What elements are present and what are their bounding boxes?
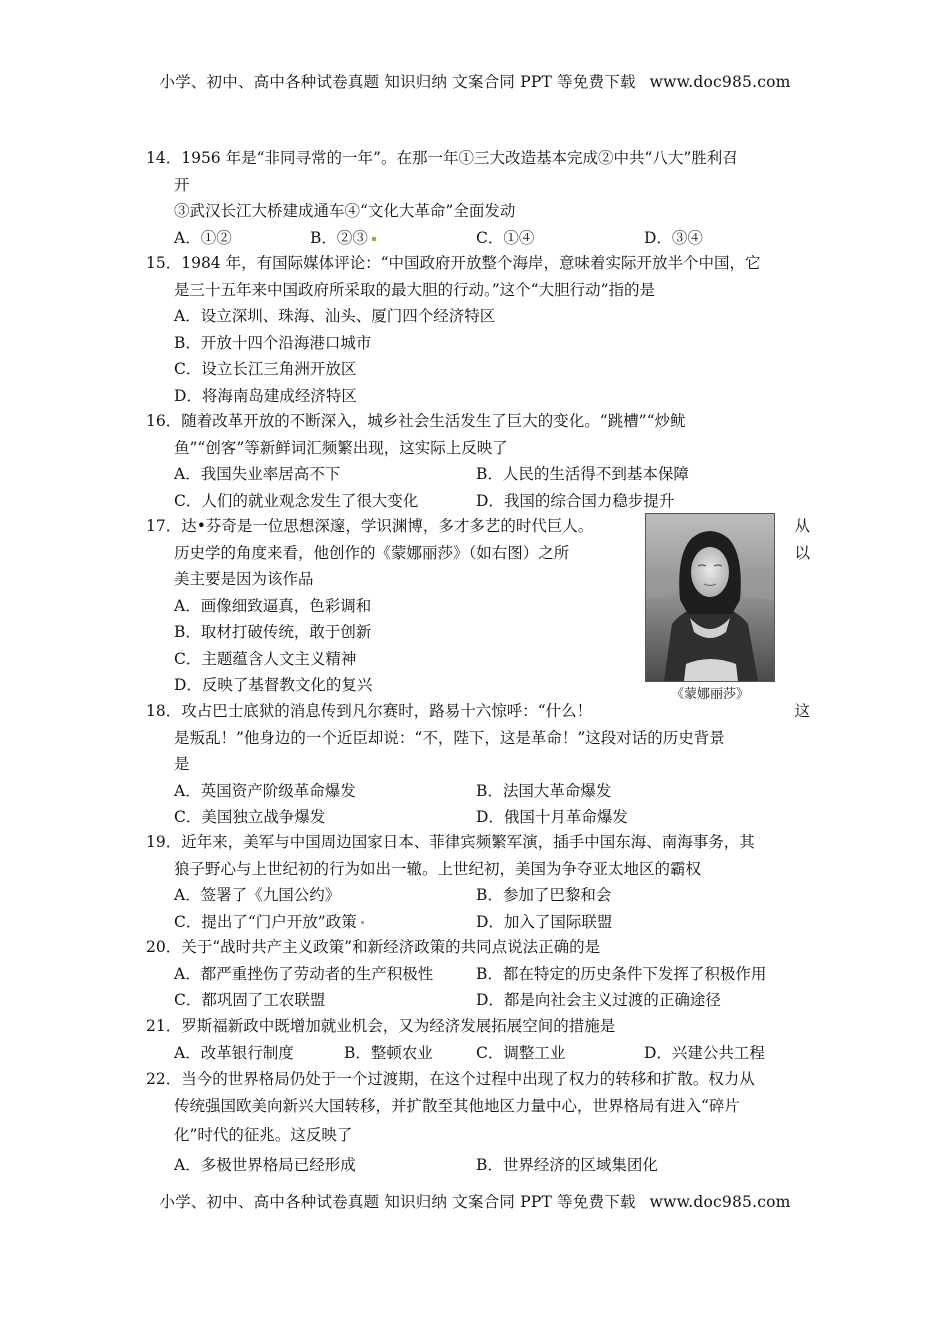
- q19-option-b[interactable]: B．参加了巴黎和会: [476, 886, 612, 904]
- q21-option-d[interactable]: D．兴建公共工程: [644, 1043, 765, 1062]
- q19-options-row2: [146, 909, 810, 936]
- q18-option-b[interactable]: B．法国大革命爆发: [476, 781, 612, 800]
- q20-option-a[interactable]: A．都严重挫伤了劳动者的生产积极性: [174, 964, 434, 983]
- q21-option-a[interactable]: A．改革银行制度: [174, 1043, 294, 1062]
- q17-option-c[interactable]: C．主题蕴含人文主义精神: [174, 649, 357, 668]
- q16-stem-line1: 16．随着改革开放的不断深入，城乡社会生活发生了巨大的变化。“跳槽”“炒鱿: [146, 412, 686, 430]
- q17-stem-line2: 历史学的角度来看，他创作的《蒙娜丽莎》（如右图）之所: [174, 543, 570, 562]
- question-16: [146, 408, 810, 514]
- q17-option-a[interactable]: A．画像细致逼真，色彩调和: [174, 596, 372, 615]
- q16-options-row2: [146, 488, 810, 515]
- q16-option-d[interactable]: D．我国的综合国力稳步提升: [476, 491, 675, 510]
- footer-url[interactable]: www.doc985.com: [649, 1193, 791, 1211]
- q14-stem-line3: ③武汉长江大桥建成通车④“文化大革命”全面发动: [174, 202, 516, 220]
- stray-mark: [372, 237, 376, 241]
- q18-options-row1: [146, 778, 810, 805]
- q20-option-b[interactable]: B．都在特定的历史条件下发挥了积极作用: [476, 964, 767, 983]
- q18-option-a[interactable]: A．英国资产阶级革命爆发: [174, 781, 356, 800]
- question-19: [146, 829, 810, 935]
- q19-options-row1: [146, 882, 810, 909]
- question-20: [146, 934, 810, 1014]
- q14-stem-line2: 开: [174, 175, 190, 194]
- q16-option-b[interactable]: B．人民的生活得不到基本保障: [476, 465, 689, 483]
- header-text: 小学、初中、高中各种试卷真题 知识归纳 文案合同 PPT 等免费下载: [159, 73, 636, 91]
- q19-option-a[interactable]: A．签署了《九国公约》: [174, 886, 341, 904]
- q22-option-a[interactable]: A．多极世界格局已经形成: [174, 1155, 356, 1174]
- q18-stem-line1-tail: 这: [794, 702, 810, 720]
- q16-option-a[interactable]: A．我国失业率居高不下: [174, 465, 341, 483]
- page-footer: [0, 1190, 950, 1212]
- q22-stem-line1: 22．当今的世界格局仍处于一个过渡期，在这个过程中出现了权力的转移和扩散。权力从: [146, 1070, 755, 1088]
- q18-stem-line3: 是: [174, 755, 190, 773]
- question-18: [146, 698, 810, 831]
- mona-lisa-figure: [645, 513, 775, 702]
- question-14: [146, 145, 810, 251]
- q15-option-b[interactable]: B．开放十四个沿海港口城市: [174, 333, 372, 352]
- q14-options: [146, 225, 810, 251]
- footer-text: 小学、初中、高中各种试卷真题 知识归纳 文案合同 PPT 等免费下载: [159, 1193, 636, 1211]
- question-15: [146, 250, 810, 409]
- q18-option-d[interactable]: D．俄国十月革命爆发: [476, 808, 628, 826]
- q21-option-b[interactable]: B．整顿农业: [344, 1043, 433, 1062]
- q17-stem-line1-tail: 从: [794, 517, 810, 535]
- page-header: [0, 70, 950, 92]
- q18-stem-line1: 18．攻占巴士底狱的消息传到凡尔赛时，路易十六惊呼：“什么！: [146, 702, 593, 720]
- q21-options: [146, 1040, 810, 1067]
- q15-option-d[interactable]: D．将海南岛建成经济特区: [174, 386, 357, 405]
- q22-stem-line2: 传统强国欧美向新兴大国转移，并扩散至其他地区力量中心，世界格局有进入“碎片: [174, 1096, 740, 1115]
- q15-option-c[interactable]: C．设立长江三角洲开放区: [174, 360, 357, 378]
- q17-stem-line2-tail: 以: [794, 543, 810, 562]
- q21-stem-line1: 21．罗斯福新政中既增加就业机会，又为经济发展拓展空间的措施是: [146, 1017, 616, 1035]
- q18-options-row2: [146, 804, 810, 831]
- q15-stem-line2: 是三十五年来中国政府所采取的最大胆的行动。”这个“大胆行动”指的是: [174, 280, 656, 299]
- q21-option-c[interactable]: C．调整工业: [476, 1043, 566, 1062]
- mona-lisa-image: [645, 513, 775, 682]
- q22-option-b[interactable]: B．世界经济的区域集团化: [476, 1155, 658, 1174]
- q18-stem-line1-row: [146, 698, 810, 725]
- question-22: [146, 1066, 810, 1178]
- header-url[interactable]: www.doc985.com: [649, 73, 791, 91]
- q15-option-a[interactable]: A．设立深圳、珠海、汕头、厦门四个经济特区: [174, 307, 496, 325]
- q15-stem-line1: 15．1984 年，有国际媒体评论：“中国政府开放整个海岸，意味着实际开放半个中国，它: [146, 254, 761, 272]
- q20-option-c[interactable]: C．都巩固了工农联盟: [174, 991, 326, 1009]
- q14-option-d[interactable]: D．③④: [644, 228, 703, 247]
- q19-option-d[interactable]: D．加入了国际联盟: [476, 912, 613, 931]
- mona-lisa-illustration: [646, 514, 774, 681]
- q14-option-c[interactable]: C．①④: [476, 228, 535, 247]
- q18-stem-line2: 是叛乱！”他身边的一个近臣却说：“不，陛下，这是革命！”这段对话的历史背景: [174, 728, 725, 747]
- mona-lisa-caption: 《蒙娜丽莎》: [670, 687, 749, 702]
- q16-options-row1: [146, 461, 810, 488]
- q16-stem-line2: 鱼”“创客”等新鲜词汇频繁出现，这实际上反映了: [174, 438, 508, 457]
- q20-options-row2: [146, 987, 810, 1014]
- q17-stem-line3: 美主要是因为该作品: [174, 570, 314, 588]
- question-21: [146, 1013, 810, 1066]
- q19-stem-line1: 19．近年来，美军与中国周边国家日本、菲律宾频繁军演，插手中国东海、南海事务，其: [146, 833, 755, 851]
- q20-option-d[interactable]: D．都是向社会主义过渡的正确途径: [476, 991, 721, 1009]
- q20-options-row1: [146, 961, 810, 988]
- q22-stem-line3: 化”时代的征兆。这反映了: [174, 1126, 353, 1144]
- q14-option-b[interactable]: B．②③: [310, 225, 376, 252]
- q17-stem-line1: 17．达•芬奇是一位思想深邃，学识渊博，多才多艺的时代巨人。: [146, 517, 594, 535]
- stray-mark: [361, 921, 364, 924]
- q20-stem-line1: 20．关于“战时共产主义政策”和新经济政策的共同点说法正确的是: [146, 938, 601, 956]
- q19-stem-line2: 狼子野心与上世纪初的行为如出一辙。上世纪初，美国为争夺亚太地区的霸权: [174, 859, 702, 878]
- q16-option-c[interactable]: C．人们的就业观念发生了很大变化: [174, 491, 419, 510]
- q19-option-c[interactable]: C．提出了“门户开放”政策: [174, 909, 364, 936]
- q17-option-d[interactable]: D．反映了基督教文化的复兴: [174, 676, 373, 694]
- q22-options-row1: [146, 1152, 810, 1179]
- q14-option-a[interactable]: A．①②: [174, 228, 232, 247]
- q18-option-c[interactable]: C．美国独立战争爆发: [174, 808, 326, 826]
- q17-option-b[interactable]: B．取材打破传统，敢于创新: [174, 623, 372, 641]
- q14-stem-line1: 14．1956 年是“非同寻常的一年”。在那一年①三大改造基本完成②中共“八大”胜利召: [146, 149, 738, 167]
